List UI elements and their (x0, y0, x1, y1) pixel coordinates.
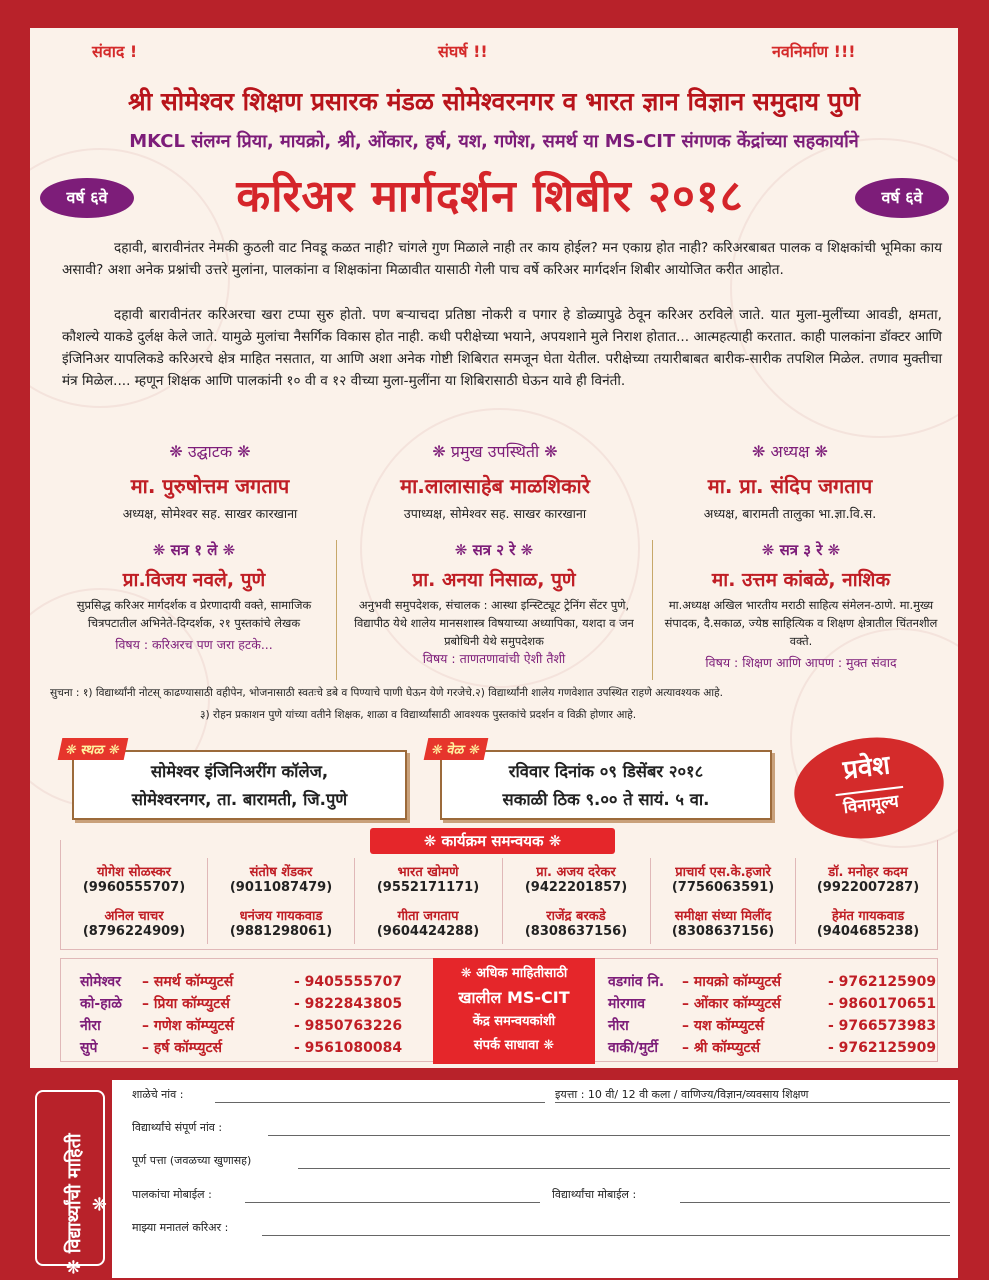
coordinator (211, 906, 351, 939)
coordinator (653, 862, 793, 895)
info-line-1: ❋ अधिक माहितीसाठी (460, 966, 568, 981)
center-name: – ओंकार कॉम्प्युटर्स (682, 996, 781, 1012)
center-row (608, 992, 936, 1016)
divider (354, 858, 355, 944)
center-name: – प्रिया कॉम्प्युटर्स (142, 996, 230, 1012)
coordinator (211, 862, 351, 895)
center-name: – मायक्रो कॉम्प्युटर्स (682, 974, 781, 990)
guest-role: अध्यक्ष, सोमेश्वर सह. साखर कारखाना (122, 506, 298, 521)
tagline-center: संघर्ष !! (438, 42, 488, 61)
guest-role: अध्यक्ष, बारामती तालुका भा.ज्ञा.वि.स. (703, 506, 877, 521)
divider (336, 540, 337, 680)
center-name: – गणेश कॉम्प्युटर्स (142, 1018, 234, 1034)
coordinator-phone: (8308637156) (671, 924, 775, 939)
venue-line-1: सोमेश्वर इंजिनिअरींग कॉलेज, (150, 762, 329, 781)
session-desc: सुप्रसिद्ध करिअर मार्गदर्शक व प्रेरणादायी वक्ते, सामाजिक चित्रपटातील अभिनेते-दिग्दर्शक, २१ पुस्तकांचे लेखक (76, 598, 312, 630)
career-label: माझ्या मनातलं करिअर : (132, 1221, 229, 1234)
venue-label: ❋ स्थळ ❋ (58, 738, 129, 760)
center-phone: - 9822843805 (294, 996, 403, 1012)
coordinator-name: संतोष शेंडकर (249, 865, 313, 880)
center-phone: - 9561080084 (294, 1040, 403, 1056)
coordinator-name: अनिल चाचर (104, 909, 164, 924)
center-town: नीरा (80, 1018, 101, 1034)
subtitle: MKCL संलग्न प्रिया, मायक्रो, श्री, ओंकार, हर्ष, यश, गणेश, समर्थ या MS-CIT संगणक केंद्रांच्या सहकार्याने (129, 131, 859, 152)
divider (652, 540, 653, 680)
info-line-2: खालील MS-CIT (458, 988, 570, 1007)
venue-box (72, 750, 407, 820)
school-label: शाळेचे नांव : (132, 1088, 184, 1101)
guest-role: उपाध्यक्ष, सोमेश्वर सह. साखर कारखाना (403, 506, 587, 521)
intro-paragraph-2: दहावी बारावीनंतर करिअरचा खरा टप्पा सुरु होतो. पण बऱ्याचदा प्रतिष्ठा नोकरी व पगार हे डोळ्यापुढे ठेवून करिअर ठरविले जाते. यात मुला-मुलींच्या आवडी, क्षमता, कौशल्ये याकडे दुर्लक्ष केले जाते. यामुळे मुलांचा नैसर्गिक विकास होत नाही. कधी परीक्षेच्या भयाने, अपयशाने मुले निराश होतात... आत्महत्याही करतात. काही पालकांना डॉक्टर आणि इंजिनिअर यापलिकडे करिअरचे क्षेत्र माहित नसतात, या आणि अशा अनेक गोष्टी शिबिरात समजून घेता येतील. परीक्षेच्या तयारीबाबत बारीक-सारीक तपशिल मिळेल. तणाव मुक्तीचा मंत्र मिळेल.... म्हणून शिक्षक आणि पालकांनी १० वी व १२ वीच्या मुला-मुलींना या शिबिरासाठी घेऊन यावे ही विनंती. (62, 307, 942, 389)
student-name-label: विद्यार्थ्यांचे संपूर्ण नांव : (132, 1121, 223, 1134)
parent-mobile-line[interactable] (245, 1202, 540, 1203)
center-phone: - 9766573983 (828, 1018, 937, 1034)
coordinator-name: प्राचार्य एस.के.हजारे (675, 865, 771, 880)
guest-heading: ❋ अध्यक्ष ❋ (752, 442, 828, 461)
coordinator (358, 862, 498, 895)
center-row (80, 970, 402, 994)
registration-form (112, 1080, 958, 1278)
career-line[interactable] (262, 1235, 950, 1236)
entry-line-2: विनामूल्य (836, 786, 906, 819)
coordinator (506, 906, 646, 939)
guest-name: मा. प्रा. संदिप जगताप (707, 474, 873, 498)
coordinator-phone: (9404685238) (816, 924, 920, 939)
coordinator-phone: (9922007287) (816, 880, 920, 895)
coordinator-name: धनंजय गायकवाड (239, 909, 323, 924)
coordinator-phone: (9422201857) (524, 880, 628, 895)
coordinator (64, 862, 204, 895)
session-label: ❋ सत्र ३ रे ❋ (761, 541, 841, 559)
session-3 (656, 540, 946, 671)
center-row (80, 992, 402, 1016)
divider (502, 858, 503, 944)
grade-label: इयत्ता : 10 वी/ 12 वी कला / वाणिज्य/विज्ञान/व्यवसाय शिक्षण (555, 1088, 809, 1101)
session-2 (340, 540, 648, 667)
entry-line-1: प्रवेश (841, 750, 892, 786)
school-line[interactable] (215, 1102, 545, 1103)
address-line[interactable] (298, 1168, 950, 1169)
coordinator-phone: (9881298061) (229, 924, 333, 939)
session-topic: विषय : ताणतणावांची ऐशी तैशी (422, 651, 566, 666)
year-badge-right: वर्ष ६वे (855, 178, 949, 218)
center-phone: - 9860170651 (828, 996, 937, 1012)
org-title: श्री सोमेश्वर शिक्षण प्रसारक मंडळ सोमेश्वरनगर व भारत ज्ञान विज्ञान समुदाय पुणे (128, 87, 860, 116)
divider (650, 858, 651, 944)
intro-paragraph-1: दहावी, बारावीनंतर नेमकी कुठली वाट निवडू कळत नाही? चांगले गुण मिळाले नाही तर काय होईल? मन एकाग्र होत नाही? करिअरबाबत पालक व शिक्षकांची भूमिका काय असावी? अशा अनेक प्रश्नांची उत्तरे मुलांना, पालकांना व शिक्षकांना मिळावीत यासाठी गेली पाच वर्षे करिअर मार्गदर्शन शिबीर आयोजित करीत आहोत. (62, 240, 942, 278)
coordinator-name: प्रा. अजय दरेकर (536, 865, 616, 880)
more-info-box (433, 958, 595, 1064)
time-line-1: रविवार दिनांक ०९ डिसेंबर २०१८ (508, 762, 704, 781)
coordinator-name: योगेश सोळस्कर (97, 865, 171, 880)
parent-mobile-label: पालकांचा मोबाईल : (132, 1188, 212, 1201)
divider (795, 858, 796, 944)
coordinator-name: हेमंत गायकवाड (831, 909, 905, 924)
session-desc: मा.अध्यक्ष अखिल भारतीय मराठी साहित्य संमेलन-ठाणे. मा.मुख्य संपादक, दै.सकाळ, ज्येष्ठ साहित्यिक व शिक्षण क्षेत्रातील चिंतनशील वक्ते. (664, 598, 938, 648)
main-title: करिअर मार्गदर्शन शिबीर २०१८ (236, 171, 744, 222)
note-1: सुचना : १) विद्यार्थ्यांनी नोटस् काढण्यासाठी वहीपेन, भोजनासाठी स्वतःचे डबे व पिण्याचे पाणी घेऊन येणे गरजेचे.२) विद्यार्थ्यांनी शालेय गणवेशात उपस्थित राहणे अत्यावश्यक आहे. (50, 687, 724, 699)
center-town: को-हाळे (80, 996, 122, 1012)
center-town: नीरा (608, 1018, 629, 1034)
center-phone: - 9850763226 (294, 1018, 403, 1034)
coordinator-name: समीक्षा संध्या मिलींद (674, 909, 772, 924)
info-line-4: संपर्क साधावा ❋ (473, 1038, 555, 1053)
center-row (608, 1036, 936, 1060)
coordinator-phone: (7756063591) (671, 880, 775, 895)
tagline-right: नवनिर्माण !!! (772, 42, 856, 61)
note-2: ३) रोहन प्रकाशन पुणे यांच्या वतीने शिक्षक, शाळा व विद्यार्थ्यांसाठी आवश्यक पुस्तकांचे प्रदर्शन व विक्री होणार आहे. (200, 709, 637, 721)
center-row (80, 1036, 402, 1060)
coordinator (64, 906, 204, 939)
guest-name: मा.लालासाहेब माळशिकारे (400, 474, 590, 498)
center-name: – श्री कॉम्प्युटर्स (682, 1040, 760, 1056)
session-speaker: मा. उत्तम कांबळे, नाशिक (711, 569, 891, 591)
student-mobile-label: विद्यार्थ्यांचा मोबाईल : (552, 1188, 637, 1201)
guest-heading: ❋ उद्घाटक ❋ (169, 442, 251, 461)
coordinator (798, 906, 938, 939)
guest-inaugurator (70, 440, 350, 522)
session-speaker: प्रा. अनया निसाळ, पुणे (412, 569, 576, 591)
form-side-label: ❋ विद्यार्थ्यांची माहिती ❋ (64, 1133, 111, 1275)
guest-president (650, 440, 930, 522)
student-name-line[interactable] (268, 1135, 950, 1136)
coordinator (798, 862, 938, 895)
center-town: वाकी/मुर्टी (608, 1040, 658, 1056)
coordinator (653, 906, 793, 939)
tagline-left: संवाद ! (92, 42, 138, 61)
center-phone: - 9405555707 (294, 974, 403, 990)
session-1 (55, 540, 333, 653)
grade-line[interactable] (555, 1102, 950, 1103)
center-phone: - 9762125909 (828, 1040, 937, 1056)
session-label: ❋ सत्र १ ले ❋ (152, 541, 236, 559)
session-topic: विषय : शिक्षण आणि आपण : मुक्त संवाद (705, 655, 897, 670)
session-desc: अनुभवी समुपदेशक, संचालक : आस्था इन्स्टिट्यूट ट्रेनिंग सेंटर पुणे, विद्यापीठ येथे शालेय मानसशास्त्र विषयाच्या अध्यापिका, यशदा व जन प्रबोधिनी येथे समुपदेशक (354, 598, 634, 648)
guest-chief (350, 440, 640, 522)
coordinator-name: गीता जगताप (397, 909, 459, 924)
center-row (608, 1014, 936, 1038)
center-name: – समर्थ कॉम्प्युटर्स (142, 974, 234, 990)
center-row (80, 1014, 402, 1038)
time-box (440, 750, 772, 820)
coordinator (358, 906, 498, 939)
center-town: सोमेश्वर (80, 974, 121, 990)
coordinator-name: राजेंद्र बरकडे (546, 909, 606, 924)
center-name: – हर्ष कॉम्प्युटर्स (142, 1040, 222, 1056)
coordinator-phone: (9604424288) (376, 924, 480, 939)
coordinator (506, 862, 646, 895)
center-town: वडगांव नि. (608, 974, 665, 990)
coordinator-phone: (9960555707) (82, 880, 186, 895)
coordinator-phone: (8796224909) (82, 924, 186, 939)
coordinator-phone: (9011087479) (229, 880, 333, 895)
coordinator-name: भारत खोमणे (397, 865, 459, 880)
time-label: ❋ वेळ ❋ (424, 738, 489, 760)
center-phone: - 9762125909 (828, 974, 937, 990)
venue-line-2: सोमेश्वरनगर, ता. बारामती, जि.पुणे (131, 790, 348, 809)
coordinator-name: डॉ. मनोहर कदम (828, 865, 908, 880)
coordinator-phone: (9552171171) (376, 880, 480, 895)
year-badge-left: वर्ष ६वे (40, 178, 134, 218)
center-town: सुपे (80, 1040, 98, 1056)
coordinator-phone: (8308637156) (524, 924, 628, 939)
guest-name: मा. पुरुषोत्तम जगताप (130, 474, 290, 498)
info-line-3: केंद्र समन्वयकांशी (472, 1014, 556, 1029)
session-speaker: प्रा.विजय नवले, पुणे (122, 569, 266, 591)
coordinators-title: ❋ कार्यक्रम समन्वयक ❋ (370, 828, 615, 854)
divider (207, 858, 208, 944)
session-label: ❋ सत्र २ रे ❋ (454, 541, 534, 559)
center-town: मोरगाव (608, 996, 646, 1012)
guest-heading: ❋ प्रमुख उपस्थिती ❋ (432, 442, 558, 461)
center-row (608, 970, 936, 994)
address-label: पूर्ण पत्ता (जवळच्या खुणासह) (132, 1154, 252, 1167)
session-topic: विषय : करिअरच पण जरा हटके... (115, 637, 273, 652)
student-mobile-line[interactable] (680, 1202, 950, 1203)
time-line-2: सकाळी ठिक ९.०० ते सायं. ५ वा. (502, 790, 710, 809)
center-name: – यश कॉम्प्युटर्स (682, 1018, 765, 1034)
